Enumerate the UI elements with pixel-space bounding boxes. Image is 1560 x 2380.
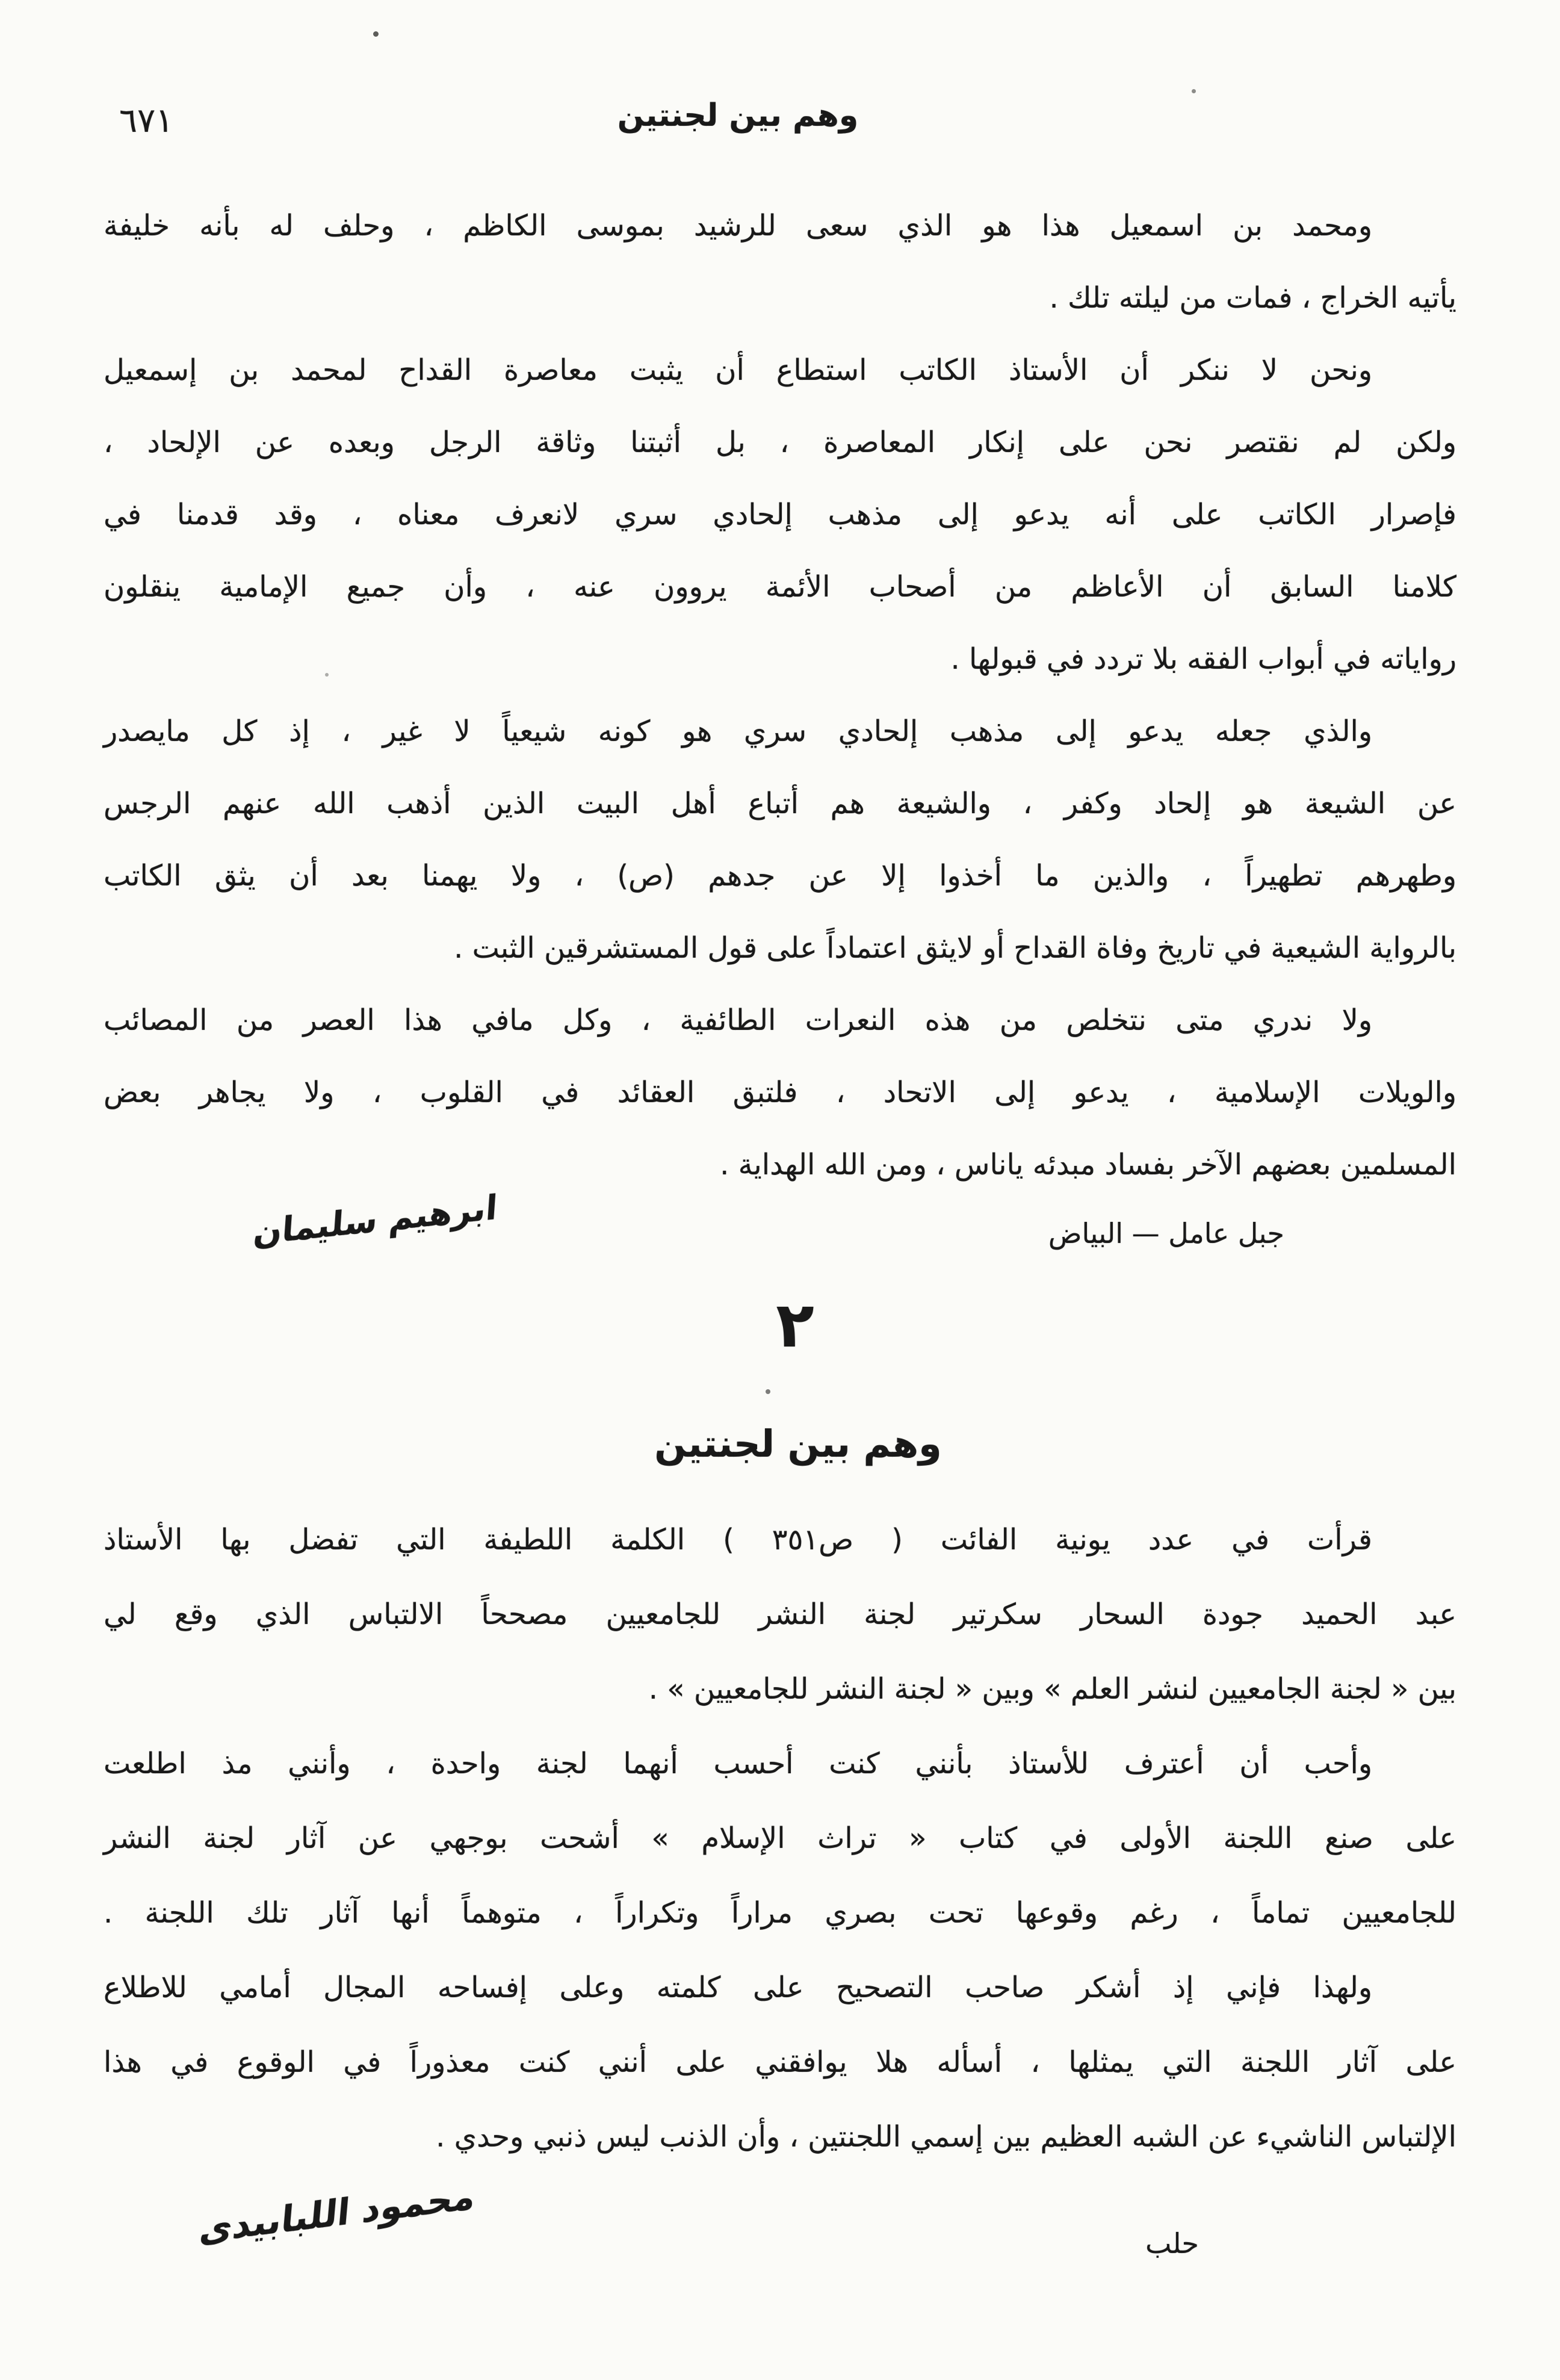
signoff-location: حلب [1145,2227,1199,2260]
text-line: ولا ندري متى نتخلص من هذه النعرات الطائفية ، وكل مافي هذا العصر من المصائب [104,1003,1372,1037]
text-line: كلامنا السابق أن الأعاظم من أصحاب الأئمة يروون عنه ، وأن جميع الإمامية ينقلون [104,570,1456,604]
text-line: والذي جعله يدعو إلى مذهب إلحادي سري هو كونه شيعياً لا غير ، إذ كل مايصدر [104,714,1372,748]
scan-speck [766,1389,770,1394]
section1-text-block [104,190,1456,1201]
text-line: والويلات الإسلامية ، يدعو إلى الاتحاد ، فلتبق العقائد في القلوب ، ولا يجاهر بعض [104,1076,1456,1109]
text-line: ولهذا فإني إذ أشكر صاحب التصحيح على كلمته وعلى إفساحه المجال أمامي للاطلاع [104,1971,1372,2004]
handwritten-signature: ابرهيم سليمان [252,1188,499,1253]
text-line: قرأت في عدد يونية الفائت ( ص٣٥١ ) الكلمة اللطيفة التي تفضل بها الأستاذ [104,1523,1372,1557]
section2-text-block [104,1502,1456,2174]
text-line: وأحب أن أعترف للأستاذ بأنني كنت أحسب أنهما لجنة واحدة ، وأنني مذ اطلعت [104,1747,1372,1780]
text-line: الإلتباس الناشيء عن الشبه العظيم بين إسمي اللجنتين ، وأن الذنب ليس ذنبي وحدي . [436,2120,1456,2154]
text-line: بين « لجنة الجامعيين لنشر العلم » وبين « لجنة النشر للجامعيين » . [648,1672,1456,1706]
scan-speck [1192,89,1196,93]
text-line: ومحمد بن اسمعيل هذا هو الذي سعى للرشيد بموسى الكاظم ، وحلف له بأنه خليفة [104,209,1372,243]
text-line: وطهرهم تطهيراً ، والذين ما أخذوا إلا عن جدهم (ص) ، ولا يهمنا بعد أن يثق الكاتب [104,859,1456,893]
text-line: المسلمين بعضهم الآخر بفساد مبدئه ياناس ، ومن الله الهداية . [720,1148,1456,1182]
scan-speck [373,31,379,37]
running-header: وهم بين لجنتين [617,98,859,134]
text-line: ونحن لا ننكر أن الأستاذ الكاتب استطاع أن يثبت معاصرة القداح لمحمد بن إسمعيل [104,353,1372,387]
text-line: للجامعيين تماماً ، رغم وقوعها تحت بصري مراراً وتكراراً ، متوهماً أنها آثار تلك اللجنة . [104,1896,1456,1930]
text-line: فإصرار الكاتب على أنه يدعو إلى مذهب إلحادي سري لانعرف معناه ، وقد قدمنا في [104,498,1456,531]
handwritten-signature: محمود اللبابيدى [197,2175,477,2252]
text-line: على آثار اللجنة التي يمثلها ، أسأله هلا يوافقني على أنني كنت معذوراً في الوقوع في هذا [104,2045,1456,2079]
text-line: عبد الحميد جودة السحار سكرتير لجنة النشر للجامعيين مصححاً الالتباس الذي وقع لي [104,1598,1456,1631]
text-line: رواياته في أبواب الفقه بلا تردد في قبولها . [950,642,1456,676]
text-line: يأتيه الخراج ، فمات من ليلته تلك . [1049,281,1456,315]
signoff-location: جبل عامل — البياض [1048,1217,1284,1250]
text-line: على صنع اللجنة الأولى في كتاب « تراث الإسلام » أشحت بوجهي عن آثار لجنة النشر [104,1821,1456,1855]
page-number: ٦٧١ [119,101,174,140]
section-title: وهم بين لجنتين [654,1422,942,1466]
text-line: عن الشيعة هو إلحاد وكفر ، والشيعة هم أتباع أهل البيت الذين أذهب الله عنهم الرجس [104,787,1456,820]
section-number: ٢ [776,1288,814,1362]
text-line: ولكن لم نقتصر نحن على إنكار المعاصرة ، بل أثبتنا وثاقة الرجل وبعده عن الإلحاد ، [104,426,1456,459]
text-line: بالرواية الشيعية في تاريخ وفاة القداح أو لايثق اعتماداً على قول المستشرقين الثبت . [454,931,1456,965]
